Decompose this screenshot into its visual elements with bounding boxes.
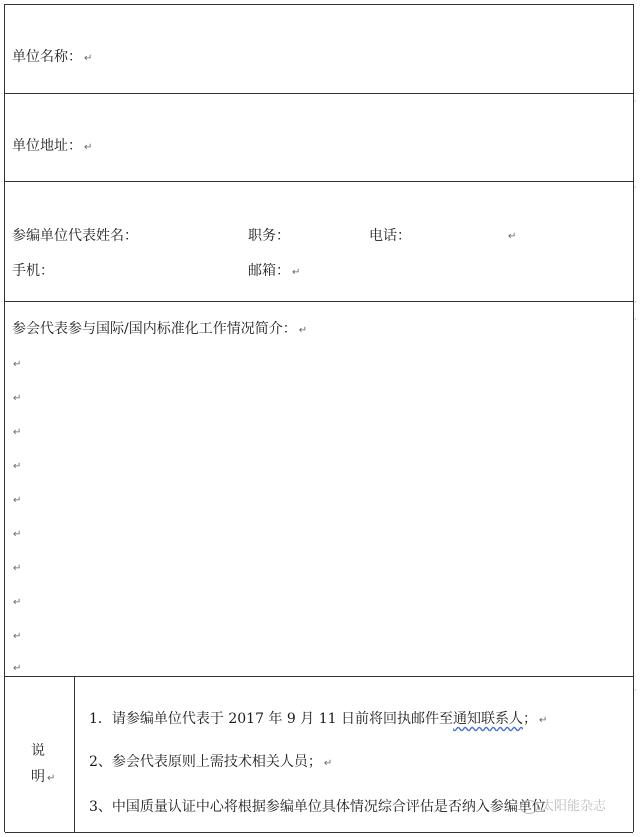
return-mark: ↵	[508, 231, 517, 242]
return-mark: ↵	[13, 663, 22, 674]
phone-field[interactable]	[369, 228, 411, 244]
position-label: 职务：	[248, 228, 290, 244]
unit-address-label: 单位地址：	[12, 138, 82, 154]
intro-row	[5, 302, 633, 677]
unit-address-row	[5, 94, 633, 182]
unit-address-field[interactable]	[12, 138, 92, 156]
chat-bubble-icon	[520, 800, 538, 814]
position-field[interactable]	[248, 228, 290, 244]
return-mark: ↵	[13, 597, 22, 608]
notes-label-bottom: 明 ↵	[31, 769, 56, 785]
edge-marker: ·	[634, 183, 637, 192]
return-mark: ↵	[84, 142, 93, 153]
mobile-label: 手机：	[12, 263, 54, 279]
note-item-2-text: 2、参会代表原则上需技术相关人员；	[89, 754, 322, 770]
rep-name-label: 参编单位代表姓名：	[12, 228, 138, 244]
edge-marker: ·	[634, 298, 637, 307]
phone-label: 电话：	[369, 228, 411, 244]
contact-row	[5, 182, 633, 302]
intro-field[interactable]	[12, 321, 307, 339]
return-mark: ↵	[298, 325, 308, 336]
notes-label-top: 说	[31, 743, 45, 759]
return-mark: ↵	[13, 631, 22, 642]
edge-marker: ·	[634, 97, 637, 106]
note-item-2	[89, 754, 332, 772]
return-mark: ↵	[292, 267, 301, 278]
return-mark: ↵	[323, 758, 333, 769]
email-label: 邮箱：	[248, 263, 290, 279]
return-mark: ↵	[13, 495, 22, 506]
note-item-3-text: 3、中国质量认证中心将根据参编单位具体情况综合评估是否纳入参编单位	[89, 799, 546, 815]
return-mark: ↵	[84, 53, 93, 64]
unit-name-row	[5, 5, 633, 94]
unit-name-label: 单位名称：	[12, 49, 82, 65]
note-item-1-underlined: 通知联系人	[452, 711, 523, 727]
unit-name-field[interactable]	[12, 49, 92, 67]
watermark	[520, 795, 606, 814]
return-mark: ↵	[13, 359, 22, 370]
return-mark: ↵	[13, 427, 22, 438]
return-mark: ↵	[13, 393, 22, 404]
watermark-text: 太阳能杂志	[541, 799, 607, 814]
registration-form-table	[4, 4, 634, 832]
return-mark: ↵	[13, 563, 22, 574]
return-mark: ↵	[13, 529, 22, 540]
return-mark: ↵	[538, 715, 548, 726]
note-item-3	[89, 799, 546, 815]
edge-marker: ·	[634, 686, 637, 695]
note-item-1-text: 1．请参编单位代表于 2017 年 9 月 11 日前将回执邮件至	[89, 711, 453, 727]
note-item-1: 1．请参编单位代表于 2017 年 9 月 11 日前将回执邮件至通知联系人； ↵	[89, 711, 548, 727]
intro-label: 参会代表参与国际/国内标准化工作情况简介：	[12, 321, 297, 337]
email-field[interactable]	[248, 263, 300, 281]
return-mark: ↵	[13, 461, 22, 472]
mobile-field[interactable]	[12, 263, 54, 279]
edge-marker: ·	[634, 315, 637, 324]
rep-name-field[interactable]	[12, 228, 138, 244]
notes-label-cell	[5, 677, 75, 832]
